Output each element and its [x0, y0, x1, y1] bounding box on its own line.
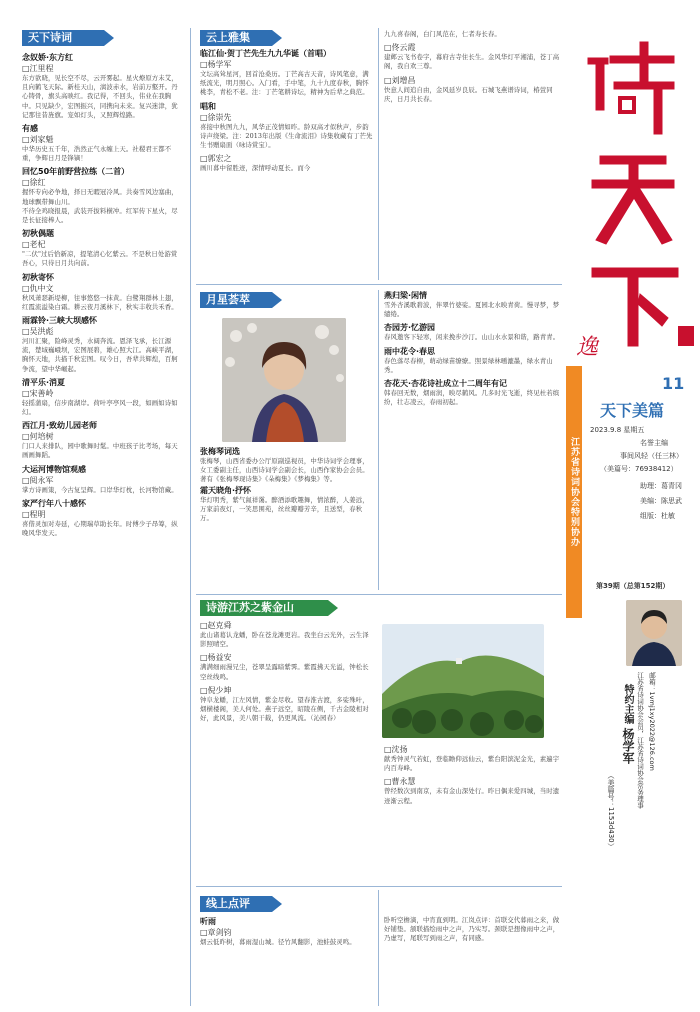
- poem-title: 念奴娇·东方红: [22, 53, 74, 62]
- poem: [384, 744, 562, 773]
- poem: [22, 315, 182, 374]
- poem-body: 中华历史五千年，浩然正气永缠上天。社稷君王都不重，争辉日月是锋镝！: [22, 145, 172, 163]
- poem: [200, 101, 374, 151]
- page-number: 11: [662, 374, 685, 393]
- poem-body: 九九喜春阁，白门风范在，仁者寿长春。: [384, 30, 501, 38]
- layout: 组版：杜敏: [640, 512, 675, 520]
- col3last: [384, 916, 562, 1006]
- poem-title: 杏花天·杏花诗社成立十二周年有记: [384, 379, 508, 389]
- poem: [384, 30, 562, 39]
- poem-title: 雨霖铃·三峡大坝感怀: [22, 316, 98, 326]
- poem-author: □杨益安: [200, 653, 232, 663]
- host-email: 邮箱：1vmj1xy2022@126.com: [648, 672, 656, 771]
- poem-body: 画川暮中留胜迹，深情呼动夏长。而今: [200, 164, 311, 173]
- poem-author: □章剑钧: [200, 928, 232, 937]
- poem: [200, 685, 374, 724]
- poem: [384, 42, 562, 71]
- assist: 助理：葛青冈: [640, 482, 682, 490]
- poem: [200, 485, 374, 524]
- poem-body: 文坛高耸星河，回首沧桑历。丁芒高古天音，诗风笔意，满纸流光，明月照心。入门看，手中笔，九十九度春秋，胸怀桃李，青松不老。注：丁芒笔耕诗坛，精神为后辈之典范。: [200, 70, 369, 97]
- divider: [196, 886, 562, 887]
- caption-name: 张梅琴词选: [200, 447, 240, 456]
- poem: [384, 322, 562, 342]
- poem-title: 大运河博物馆观感: [22, 464, 86, 474]
- portrait-photo: [222, 318, 346, 442]
- poem-author: □杨学军: [200, 60, 232, 69]
- poem: [22, 464, 182, 495]
- poem-body: 韩春回无数，烟雨润，映尽鹤风。几多时光飞逝，终见杜若缤纷，壮志凌云，春雨初起。: [384, 389, 560, 407]
- chief-editor: 名誉主编: [640, 439, 668, 447]
- poem-body: 握怀专向必争地，择日无暇冠冷风。共奏雪风边塞曲，地球飘带舞山川。 不待全鸡晓报晨，武装开拔料横冲。红军传下星火，尽是长征接棒人。: [22, 188, 178, 225]
- section-tianxia: 天下诗词: [22, 30, 104, 46]
- poem-body: 门口人来排队，园中歌舞时髦。中班孩子比考场，每天画画舞蹈。: [22, 442, 178, 460]
- poem-title: 听雨: [200, 917, 216, 926]
- poem: [22, 52, 182, 120]
- poem-author: □仇中文: [22, 283, 54, 293]
- poem-title: 初秋寄怀: [22, 272, 54, 282]
- poem-body: 满满细雨漫兄尘，苍翠呈露暗紫霁。紫霞拂天光溢，钟松长空丝线鸣。: [200, 663, 369, 681]
- col2bot: [200, 620, 374, 882]
- poem: [384, 776, 562, 805]
- poem-body: 喜偕灵加对寿延，心期瑞草助长年。时傅少子昂筹，纵晚风华发天。: [22, 519, 178, 538]
- divider: [196, 594, 562, 595]
- poem-body: 轻摇蒲扇，信步南湖岸。荷叶亭亭风一段，如画如诗如幻。: [22, 398, 178, 417]
- art: 美编：陈思武: [640, 497, 682, 505]
- col3mid: [384, 290, 562, 590]
- poem-author: □倪少坤: [200, 685, 232, 695]
- divider: [378, 28, 379, 280]
- poem-author: □徐崇先: [200, 112, 232, 122]
- poem-body: 快意人间追自由，金风延岁良辰。石城飞燕谱诗词，椿萱同庆，日月共长春。: [384, 85, 553, 103]
- divider: [190, 28, 191, 1006]
- poem-title: 初秋偶题: [22, 229, 54, 239]
- host-name: 杨学军: [621, 728, 635, 764]
- poem-author: □郭宏之: [200, 154, 232, 164]
- signature: 逸: [576, 335, 599, 360]
- poem-body: 卧听空檐滴，中宵直到明。江岚点评：首联交代暮雨之来，做好铺垫。颔联描绘雨中之声，乃实写。颈联是想像雨中之声，乃虚写，尾联写到雨之声，有同感。: [384, 916, 560, 943]
- poem-author: □赵克舜: [200, 621, 232, 630]
- poem-author: □阅永军: [22, 475, 54, 485]
- host-intro: 江苏省诗词协会会员，江苏省诗词协会常务理事: [636, 672, 644, 809]
- poem-body: 喜接中秋图九九，风华正茂情如昨。龄双高才似秋声，步韵诗声绕梁。注：2013年出版《生命流泪》诗集收藏有丁芒先生书赠扇面（咏诗赏宝）。: [200, 122, 373, 150]
- poem: [200, 153, 374, 173]
- poem-author: □刘增昌: [384, 75, 416, 85]
- editor: 事间风轻（任三林）: [620, 452, 683, 460]
- poem: [384, 378, 562, 407]
- poem-author: □程明: [22, 509, 46, 519]
- col3bot: [384, 744, 562, 882]
- poem: [22, 420, 182, 460]
- poem-author: □宋善岭: [22, 388, 54, 398]
- caption-bio: 张梅琴，山西省委办公厅原副巡视员，中华诗词学会理事，女工委副主任，山西诗词学会副会长，山西作家协会会员。著有《张梅琴现诗集》《朵梅集》《梦梅集》等。: [200, 457, 369, 484]
- section-shiyou: 诗游江苏之紫金山: [200, 600, 328, 616]
- poem-body: 华灯明秀，紫气氤祥霭。醉酒添歌趣舞，情浓醉，人姜远，万家前夜灯，一笑思围苑，丝丝瓣瓣芳辛，且送型，春秋万。: [200, 495, 369, 523]
- poem-body: 东方欲晓，见长空不尽，云开雾起。星火燎原方未艾，且向鹤飞天际。新桂天山，漓波赤水，岩前万壑开。丹心铸骨，旗头高映红。我记得，不回头，伟业在我胸中。只见缺少，宏图振兴，同携向未来。复兴迷津，犹记那往昔旌旗。宠如灯头，又照辉煌路。: [22, 74, 178, 119]
- poem-title: 家严行年八十感怀: [22, 498, 86, 508]
- poem: [22, 123, 182, 163]
- poem-body: "二伏"过后恰新凉，提笔清心忆紫云。不是秋日处游赏吾心，只待日月共向前。: [22, 250, 178, 268]
- page-date: 2023.9.8 星期五: [590, 426, 645, 434]
- page-name: 天下美篇: [600, 401, 665, 420]
- poem-body: 建邺云飞书卷字，幕府古寺住长生。金风华灯平湘浦，苍丁高阁，我自欢三尊。: [384, 53, 560, 71]
- mountain-photo: [382, 624, 544, 738]
- editor-id: （美篇号：76938412）: [600, 465, 678, 473]
- poem-title: 唱和: [200, 101, 216, 111]
- host-photo: [626, 600, 682, 666]
- poem-author: □吴洪彪: [22, 327, 54, 337]
- col2last: [200, 916, 374, 1006]
- host-label: 特约主编: [622, 684, 633, 724]
- section-xianshang: 线上点评: [200, 896, 272, 912]
- poem: [200, 48, 374, 98]
- poem-title: 西江月·致幼儿园老师: [22, 421, 98, 431]
- poem-title: 回忆50年前野营拉练（二首）: [22, 167, 130, 177]
- section-yunshang: 云上雅集: [200, 30, 272, 46]
- poem-author: □刘家魁: [22, 135, 54, 145]
- poem: [22, 166, 182, 225]
- host-tel: （美篇号：1153d430）: [607, 772, 615, 850]
- seal: [678, 326, 694, 346]
- photo-caption: [200, 446, 374, 594]
- poem-body: 春色落尽春柳，萌动绿苗缭缭。照景绿林曛漉墨，绿水青山秀。: [384, 356, 553, 374]
- poem-title: 杏园芳·忆游园: [384, 323, 436, 333]
- poem: [200, 652, 374, 681]
- poem: [384, 290, 562, 319]
- poem-author: □江里程: [22, 64, 54, 73]
- poem-body: 秋风萧瑟新堤柳，往事悠悠一抹黄。白鹭翔群林上翅，红霞流溢染白霜。耕云夜月溪林下，秋实丰收共禾香。: [22, 293, 178, 311]
- poem-body: 此山诸葛认龙蟠，卧在苍龙滩更岩。我坐白云光外，云生泽影照晴空。: [200, 631, 369, 649]
- divider: [196, 284, 562, 285]
- poem-body: 献秀钟灵气若虹，登临瞻仰远仙云，紫台阳滨泥金光，素遍宇内百寿峰。: [384, 755, 560, 773]
- poem-title: 霜天晓角·抒怀: [200, 485, 252, 495]
- poem: [22, 498, 182, 538]
- sponsor-bar: 江苏省诗词协会特别协办: [566, 366, 582, 618]
- poem-body: 春风邀客下轻寒，闲来挽步沙汀。山山水水景和谐，路青青。: [384, 333, 560, 342]
- poem-title: 有感: [22, 124, 38, 134]
- poem-author: □曹永慧: [384, 777, 416, 787]
- poem-title: 燕归梁·闲情: [384, 291, 428, 300]
- poem: [200, 916, 374, 947]
- divider: [378, 890, 379, 1006]
- poem: [22, 228, 182, 268]
- poem-author: □沈扬: [384, 745, 408, 754]
- poem-author: □佟云霞: [384, 43, 416, 53]
- poem-body: 钟阜龙蟠，江左风情，紫金尽收。望春淮古渡，多娑殊叶，烟横楼阁，美人何处。燕子远空，昭陵在侧，千古金陵相对好，此风景，美八朝干载，仍更风流。（沁园春）: [200, 695, 369, 723]
- section-yuexing: 月星荟萃: [200, 292, 272, 308]
- poem-body: 烟云低昨树，暮雨湿山城。径竹风翻影，池蛙鼓灵鸣。: [200, 938, 356, 946]
- poem: [384, 75, 562, 104]
- poem-title: 雨中花令·春思: [384, 346, 436, 356]
- poem-title: 清平乐·消夏: [22, 377, 66, 387]
- issue: 第39期（总第152期）: [596, 582, 670, 590]
- poem-title: 临江仙·贺丁芒先生九九华诞（首唱）: [200, 49, 332, 58]
- col3top: [384, 30, 562, 280]
- col2top: [200, 48, 374, 278]
- poem-author: □徐红: [22, 178, 46, 188]
- poem: [200, 620, 374, 649]
- divider: [378, 290, 379, 590]
- poem: [22, 272, 182, 312]
- poem-body: 曾经数次到南京，未有金山深处行。昨日偶来爱四城，当时遗迹渐云程。: [384, 787, 560, 805]
- poem-body: 雪外杏溪歌碧波，伴翠竹婆娑。夏园北水映青荷。慢寻梦，梦缱绻。: [384, 301, 560, 319]
- masthead: [566, 28, 700, 366]
- poem-body: 河川汇聚，险峰灵秀，水阔奔流。恩泽飞承，长江源流，楚域巍峨坝，宏图展碧，雄心照大江。高峡平湖，胸怀天地，共描千秋宏图。叹今日，吾辈共辉煌，百舸争流，望中华崛起。: [22, 337, 178, 373]
- poem-body: 掌方诗画策，今古复呈辉。口岸华灯枕，长河物馆藏。: [22, 485, 178, 494]
- poem: [22, 377, 182, 417]
- poem-author: □老杞: [22, 240, 46, 250]
- poem: [384, 346, 562, 375]
- poem-author: □何培树: [22, 432, 54, 442]
- poem: [384, 916, 562, 944]
- col1: [22, 52, 182, 1002]
